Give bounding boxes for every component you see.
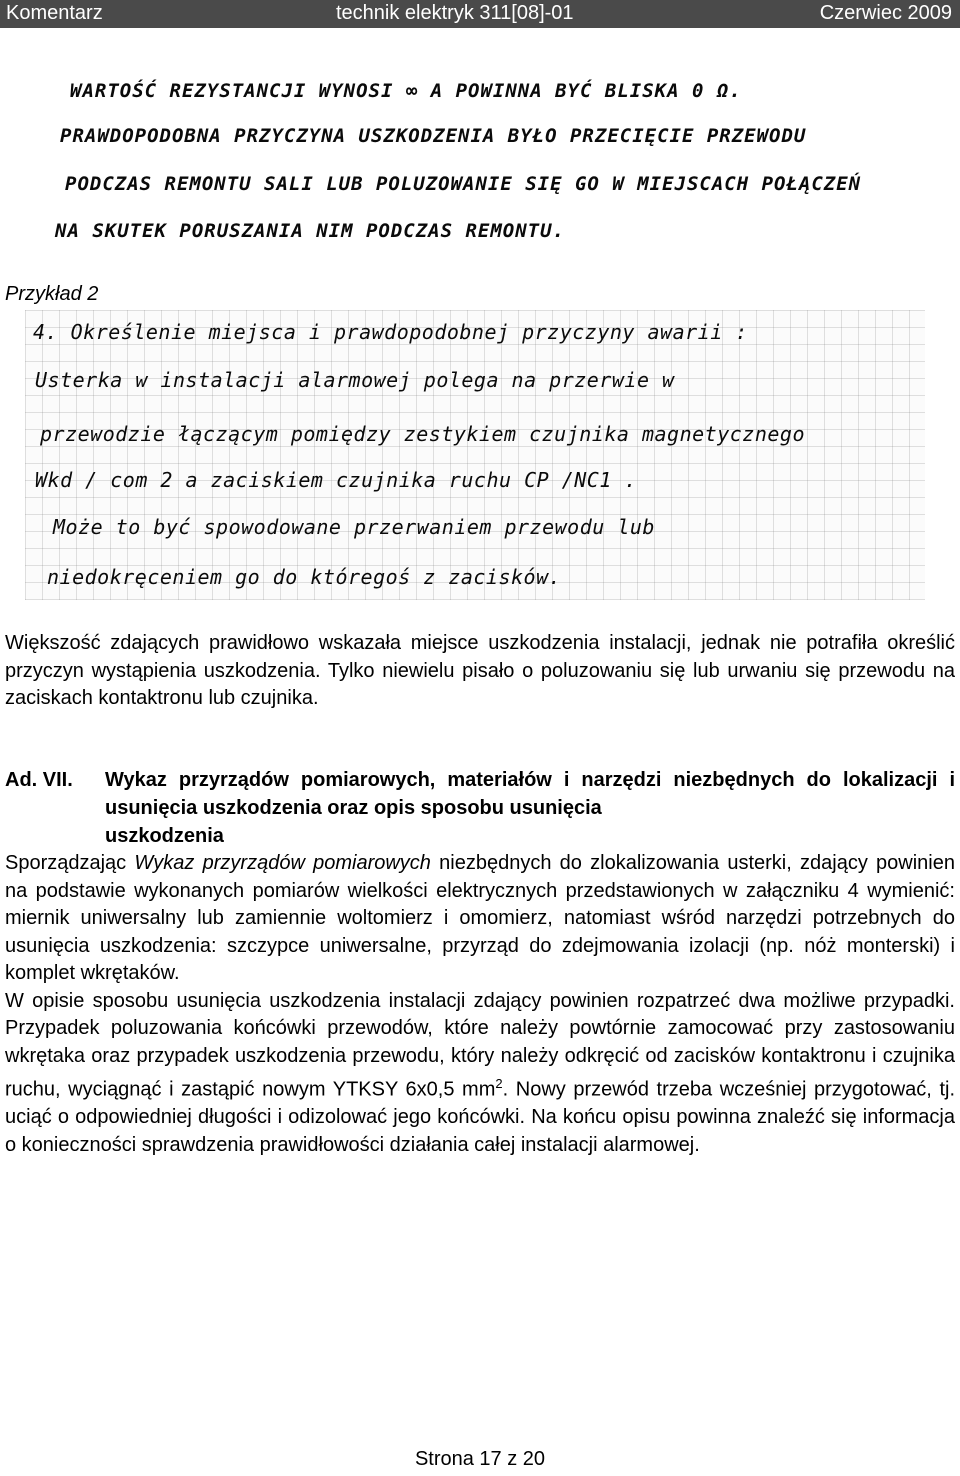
paragraph-text: Większość zdających prawidłowo wskazała miejsce uszkodzenia instalacji, jednak nie potrafiła określić przyczyn wystąpienia uszkodzenia. Tylko niewielu pisało o poluzowaniu się lub urwaniu się przewodu na zaciskach kontaktronu lub czujnika. [5, 632, 955, 709]
section-title [105, 766, 955, 850]
page-header [0, 0, 960, 28]
handwritten-line: przewodzie łączącym pomiędzy zestykiem czujnika magnetycznego [40, 422, 806, 446]
section-number: Ad. VII. [5, 769, 73, 791]
paragraph-lead: Sporządzając [5, 852, 135, 874]
header-center: technik elektryk 311[08]-01 [336, 2, 574, 24]
handwritten-scan-grid [25, 310, 925, 600]
handwritten-line: NA SKUTEK PORUSZANIA NIM PODCZAS REMONTU. [55, 220, 565, 242]
paragraph-rest: niezbędnych do zlokalizowania usterki, zdający powinien na podstawie wykonanych pomiarów wielkości elektrycznych przedstawionych w załączniku 4 wymienić: miernik uniwersalny lub zamiennie woltomierz i omomierz, natomiast wśród narzędzi potrzebnych do usunięcia uszkodzenia: szczypce uniwersalne, przyrząd do zdejmowania izolacji (np. nóż monterski) i komplet wkrętaków. [5, 852, 955, 984]
page-footer: Strona 17 z 20 [414, 1448, 546, 1470]
handwritten-line: Może to być spowodowane przerwaniem przewodu lub [53, 515, 655, 539]
handwritten-line: PODCZAS REMONTU SALI LUB POLUZOWANIE SIĘ GO W MIEJSCACH POŁĄCZEŃ [65, 173, 862, 195]
section-title-last: uszkodzenia [105, 825, 224, 847]
handwritten-line: niedokręceniem go do któregoś z zacisków. [47, 565, 562, 589]
paragraph-before-sup: W opisie sposobu usunięcia uszkodzenia instalacji zdający powinien rozpatrzeć dwa możliwe przypadki. Przypadek poluzowania końcówki przewodów, które należy powtórnie zamocować przy zastosowaniu wkrętaka oraz przypadek uszkodzenia przewodu, który należy odkręcić od zacisków kontaktronu i czujnika ruchu, wyciągnąć i zastąpić nowym YTKSY 6x0,5 mm [5, 989, 955, 1101]
example-label: Przykład 2 [5, 283, 99, 305]
section-heading [5, 766, 955, 850]
section-title-main: Wykaz przyrządów pomiarowych, materiałów i narzędzi niezbędnych do lokalizacji i usunięcia uszkodzenia oraz opis sposobu usunięcia [105, 769, 955, 819]
paragraph-emphasis: Wykaz przyrządów pomiarowych [134, 852, 431, 874]
handwritten-line: 4. Określenie miejsca i prawdopodobnej przyczyny awarii : [33, 320, 748, 344]
paragraph-text [5, 850, 955, 988]
paragraph-instruments [5, 850, 955, 1159]
header-left: Komentarz [6, 2, 103, 24]
header-right: Czerwiec 2009 [819, 2, 952, 24]
handwritten-line: Wkd / com 2 a zaciskiem czujnika ruchu CP /NC1 . [35, 468, 637, 492]
handwritten-scan-top [50, 70, 910, 255]
paragraph-summary [5, 630, 955, 713]
handwritten-line: Usterka w instalacji alarmowej polega na przerwie w [35, 368, 675, 392]
handwritten-line: PRAWDOPODOBNA PRZYCZYNA USZKODZENIA BYŁO PRZECIĘCIE PRZEWODU [60, 125, 807, 147]
handwritten-line: WARTOŚĆ REZYSTANCJI WYNOSI ∞ A POWINNA BYĆ BLISKA 0 Ω. [70, 80, 742, 102]
superscript: 2 [495, 1076, 503, 1091]
paragraph-after-sup: . Nowy przewód trzeba wcześniej przygotować, tj. uciąć o odpowiedniej długości i odizolować jego końcówki. Na końcu opisu powinna znaleźć się informacja o konieczności sprawdzenia prawidłowości działania całej instalacji alarmowej. [5, 1078, 955, 1156]
paragraph-text [5, 988, 955, 1160]
